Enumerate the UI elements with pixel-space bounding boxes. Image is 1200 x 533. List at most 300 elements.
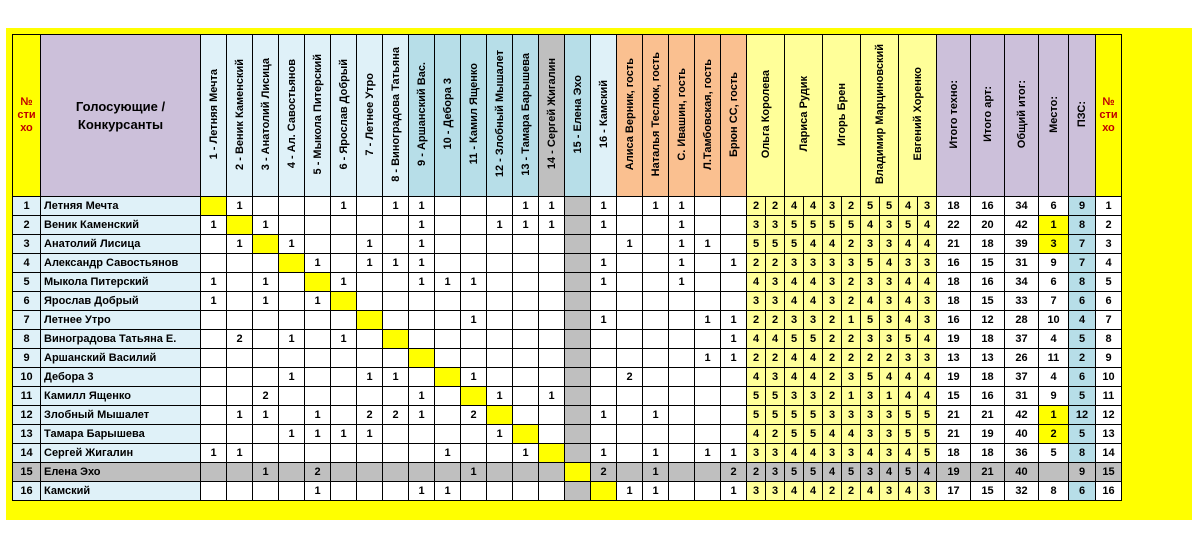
vote-cell: 1 [695,311,721,330]
jury-score: 5 [804,406,823,425]
jury-score: 5 [785,406,804,425]
row-num: 5 [13,273,41,292]
jury-score: 2 [766,425,785,444]
jury-score: 3 [899,349,918,368]
jury-score: 3 [861,387,880,406]
header-col [1069,35,1096,197]
total-techno: 19 [937,368,971,387]
vote-cell [721,387,747,406]
jury-score: 2 [823,482,842,501]
jury-score: 3 [823,444,842,463]
jury-score: 5 [747,235,766,254]
vote-cell: 2 [721,463,747,482]
jury-score: 4 [785,197,804,216]
total-art: 20 [971,216,1005,235]
vote-cell [461,197,487,216]
header-col [513,35,539,197]
jury-score: 5 [861,311,880,330]
vote-cell [669,292,695,311]
header-col [1005,35,1039,197]
pzs: 6 [1069,482,1096,501]
vote-cell [409,368,435,387]
jury-score: 4 [899,482,918,501]
vote-cell [721,292,747,311]
vote-cell [461,292,487,311]
header-col [305,35,331,197]
place: 6 [1039,273,1069,292]
vote-cell [539,273,565,292]
vote-cell: 2 [305,463,331,482]
vote-cell [227,425,253,444]
place: 10 [1039,311,1069,330]
vote-cell: 1 [253,216,279,235]
vote-cell: 1 [643,482,669,501]
vote-cell: 1 [721,444,747,463]
vote-cell [487,330,513,349]
vote-cell [513,292,539,311]
vote-cell [669,387,695,406]
vote-cell [201,254,227,273]
header-label: Ольга Королева [759,69,772,159]
vote-cell [565,216,591,235]
vote-cell: 1 [357,235,383,254]
header-label: С. Ивашин, гость [675,67,688,161]
vote-cell [487,254,513,273]
vote-cell [565,444,591,463]
jury-score: 4 [918,368,937,387]
vote-cell [617,197,643,216]
pzs: 12 [1069,406,1096,425]
vote-cell [617,349,643,368]
jury-score: 5 [785,463,804,482]
vote-cell [617,216,643,235]
vote-cell [435,330,461,349]
vote-cell [539,368,565,387]
vote-cell [279,216,305,235]
header-label: 15 - Елена Эхо [571,74,584,154]
total-sum: 28 [1005,311,1039,330]
vote-cell [331,463,357,482]
vote-cell [331,235,357,254]
vote-cell [435,216,461,235]
vote-cell: 1 [279,235,305,254]
vote-cell: 2 [617,368,643,387]
vote-cell [643,311,669,330]
vote-cell [279,254,305,273]
vote-cell: 1 [409,482,435,501]
row-name: Мыкола Питерский [41,273,201,292]
vote-cell [279,444,305,463]
vote-cell: 1 [721,482,747,501]
jury-score: 2 [747,197,766,216]
vote-cell [227,254,253,273]
vote-cell [331,387,357,406]
jury-score: 4 [804,368,823,387]
jury-score: 3 [766,216,785,235]
vote-cell: 1 [331,330,357,349]
jury-score: 2 [823,387,842,406]
table-row [13,482,1122,501]
vote-cell: 1 [539,387,565,406]
vote-cell [331,482,357,501]
vote-cell [695,330,721,349]
jury-score: 2 [747,311,766,330]
header-label: Брюн СС, гость [727,71,740,157]
vote-cell: 1 [305,254,331,273]
vote-cell: 2 [591,463,617,482]
vote-cell [695,425,721,444]
vote-cell [201,330,227,349]
jury-score: 5 [785,216,804,235]
jury-score: 4 [899,235,918,254]
total-techno: 21 [937,425,971,444]
vote-cell [201,197,227,216]
jury-score: 2 [747,254,766,273]
row-num-right: 8 [1096,330,1122,349]
jury-score: 4 [899,311,918,330]
row-name: Камилл Ященко [41,387,201,406]
vote-cell: 1 [617,235,643,254]
jury-score: 5 [804,463,823,482]
jury-score: 3 [804,387,823,406]
jury-score: 4 [785,444,804,463]
table-row [13,463,1122,482]
vote-cell [565,330,591,349]
jury-score: 4 [804,273,823,292]
vote-cell [643,425,669,444]
total-techno: 21 [937,235,971,254]
jury-score: 3 [747,482,766,501]
jury-score: 5 [861,368,880,387]
vote-cell [721,368,747,387]
jury-score: 1 [880,387,899,406]
vote-cell [643,273,669,292]
vote-cell [539,425,565,444]
row-num-right: 14 [1096,444,1122,463]
vote-cell [201,482,227,501]
total-techno: 16 [937,254,971,273]
vote-cell [617,463,643,482]
vote-cell [695,197,721,216]
vote-cell [461,387,487,406]
jury-score: 5 [766,406,785,425]
vote-cell [591,425,617,444]
header-col [669,35,695,197]
vote-cell [539,482,565,501]
header-label: Л.Тамбовская, гость [701,58,714,170]
jury-score: 5 [918,425,937,444]
vote-cell [487,368,513,387]
vote-cell [669,444,695,463]
jury-score: 4 [804,292,823,311]
vote-cell [409,292,435,311]
vote-cell [695,368,721,387]
jury-score: 4 [899,387,918,406]
vote-cell: 1 [643,444,669,463]
total-art: 15 [971,254,1005,273]
header-col [695,35,721,197]
place: 1 [1039,406,1069,425]
vote-cell [695,463,721,482]
vote-cell [409,463,435,482]
table-row [13,368,1122,387]
vote-cell [669,330,695,349]
vote-cell [721,197,747,216]
vote-cell: 1 [669,216,695,235]
vote-cell [461,444,487,463]
jury-score: 3 [861,463,880,482]
place: 4 [1039,368,1069,387]
jury-score: 4 [785,292,804,311]
jury-score: 4 [785,482,804,501]
vote-cell [357,292,383,311]
place: 1 [1039,216,1069,235]
vote-cell: 1 [695,444,721,463]
jury-score: 3 [842,368,861,387]
vote-cell [331,292,357,311]
vote-cell: 1 [487,387,513,406]
table-row [13,254,1122,273]
row-name: Александр Савостьянов [41,254,201,273]
jury-score: 4 [766,330,785,349]
vote-cell [253,235,279,254]
header-label: Игорь Брен [835,82,848,146]
row-num-right: 12 [1096,406,1122,425]
total-sum: 33 [1005,292,1039,311]
jury-score: 1 [842,311,861,330]
vote-cell [513,425,539,444]
vote-cell [461,235,487,254]
jury-score: 4 [918,463,937,482]
pzs: 6 [1069,368,1096,387]
vote-cell: 1 [721,254,747,273]
vote-cell [513,368,539,387]
jury-score: 2 [823,330,842,349]
header-label: 13 - Тамара Барышева [519,52,532,176]
header-label: 6 - Ярослав Добрый [337,58,350,170]
vote-cell [539,463,565,482]
jury-score: 4 [899,273,918,292]
vote-cell [409,349,435,368]
table-row [13,216,1122,235]
vote-cell: 1 [539,216,565,235]
row-num-right: 10 [1096,368,1122,387]
vote-cell [253,330,279,349]
vote-cell [643,349,669,368]
vote-cell [331,311,357,330]
jury-score: 3 [918,482,937,501]
vote-cell [617,311,643,330]
row-name: Летнее Утро [41,311,201,330]
jury-score: 3 [880,311,899,330]
vote-cell [565,425,591,444]
vote-cell [435,254,461,273]
jury-score: 5 [804,425,823,444]
vote-cell: 1 [461,273,487,292]
jury-score: 2 [766,254,785,273]
header-label: Наталья Теслюк, гость [649,51,662,177]
jury-score: 4 [785,368,804,387]
row-name: Камский [41,482,201,501]
vote-cell [253,425,279,444]
jury-score: 3 [804,254,823,273]
vote-cell: 1 [487,425,513,444]
total-art: 18 [971,330,1005,349]
jury-score: 5 [785,330,804,349]
place: 7 [1039,292,1069,311]
vote-cell [409,311,435,330]
table-row [13,235,1122,254]
header-label: № сти хо [1099,96,1118,134]
place: 6 [1039,197,1069,216]
vote-cell [305,444,331,463]
vote-cell: 1 [331,425,357,444]
vote-cell [201,368,227,387]
jury-score: 2 [842,273,861,292]
jury-score: 5 [804,330,823,349]
header-col [643,35,669,197]
vote-cell [305,387,331,406]
vote-cell [279,387,305,406]
vote-cell [227,387,253,406]
vote-cell [383,444,409,463]
jury-score: 5 [899,330,918,349]
vote-cell [669,482,695,501]
jury-score: 4 [861,292,880,311]
jury-score: 5 [747,387,766,406]
vote-cell [721,216,747,235]
header-label: № сти хо [17,96,36,134]
vote-cell [487,292,513,311]
table-row [13,330,1122,349]
jury-score: 3 [842,444,861,463]
row-num: 16 [13,482,41,501]
vote-cell: 1 [227,406,253,425]
header-col [785,35,823,197]
jury-score: 4 [899,368,918,387]
table-row [13,197,1122,216]
row-name: Тамара Барышева [41,425,201,444]
vote-cell [487,311,513,330]
row-name: Сергей Жигалин [41,444,201,463]
vote-cell: 1 [669,273,695,292]
total-sum: 31 [1005,387,1039,406]
vote-cell [695,482,721,501]
pzs: 5 [1069,330,1096,349]
vote-cell [279,197,305,216]
total-techno: 21 [937,406,971,425]
pzs: 8 [1069,444,1096,463]
vote-cell [279,463,305,482]
vote-cell: 1 [643,197,669,216]
vote-cell [383,292,409,311]
table-row [13,425,1122,444]
row-name: Виноградова Татьяна Е. [41,330,201,349]
header-label: 16 - Камский [597,79,610,149]
jury-score: 3 [880,292,899,311]
jury-score: 3 [880,235,899,254]
vote-cell [305,349,331,368]
jury-score: 4 [804,349,823,368]
vote-cell [227,349,253,368]
total-art: 13 [971,349,1005,368]
total-sum: 34 [1005,273,1039,292]
header-col [227,35,253,197]
vote-cell [253,444,279,463]
header-col [971,35,1005,197]
pzs: 9 [1069,197,1096,216]
vote-cell: 1 [591,216,617,235]
vote-cell [721,406,747,425]
jury-score: 3 [823,406,842,425]
vote-cell [357,330,383,349]
vote-cell: 1 [669,197,695,216]
vote-cell [305,235,331,254]
vote-cell [305,273,331,292]
header-left-num [13,35,41,197]
vote-cell [461,330,487,349]
jury-score: 5 [747,406,766,425]
place: 8 [1039,482,1069,501]
vote-cell [305,216,331,235]
total-sum: 31 [1005,254,1039,273]
vote-cell [331,406,357,425]
vote-cell [279,482,305,501]
vote-cell: 1 [435,273,461,292]
header-col [861,35,899,197]
vote-cell [513,406,539,425]
vote-cell [513,330,539,349]
vote-cell: 1 [591,444,617,463]
header-label: 7 - Летнее Утро [363,72,376,156]
vote-cell [695,387,721,406]
vote-cell [357,349,383,368]
header-label: 5 - Мыкола Питерский [311,53,324,175]
jury-score: 4 [861,482,880,501]
vote-cell [383,311,409,330]
vote-cell [357,311,383,330]
total-sum: 36 [1005,444,1039,463]
vote-cell: 1 [201,273,227,292]
header-row [13,35,1122,197]
place: 9 [1039,254,1069,273]
header-col [435,35,461,197]
jury-score: 4 [804,482,823,501]
vote-cell [279,292,305,311]
place: 3 [1039,235,1069,254]
vote-cell: 1 [435,444,461,463]
vote-cell [591,235,617,254]
jury-score: 4 [747,425,766,444]
vote-cell [721,425,747,444]
row-num: 9 [13,349,41,368]
row-name: Летняя Мечта [41,197,201,216]
jury-score: 4 [918,235,937,254]
header-col [591,35,617,197]
header-title [41,35,201,197]
vote-cell [565,311,591,330]
vote-cell [435,463,461,482]
vote-cell: 1 [227,235,253,254]
jury-score: 4 [823,463,842,482]
vote-cell [565,406,591,425]
header-col [565,35,591,197]
vote-cell [357,463,383,482]
header-label: Место: [1047,95,1060,133]
row-num: 15 [13,463,41,482]
vote-cell [643,235,669,254]
vote-cell [305,330,331,349]
